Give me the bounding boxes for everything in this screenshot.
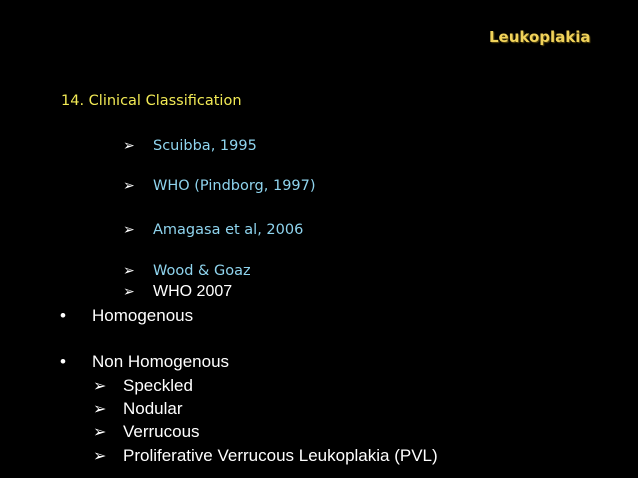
- arrow-bullet-icon: ➢: [123, 284, 135, 300]
- classification-item: [123, 138, 257, 154]
- arrow-bullet-icon: ➢: [123, 178, 135, 194]
- arrow-bullet-icon: ➢: [93, 376, 107, 395]
- classification-label: WHO (Pindborg, 1997): [153, 178, 316, 194]
- arrow-bullet-icon: ➢: [123, 222, 135, 238]
- classification-item: [123, 283, 232, 301]
- classification-item: [123, 178, 316, 194]
- arrow-bullet-icon: ➢: [93, 422, 107, 441]
- type-label: Nodular: [123, 399, 183, 418]
- bullet-icon: •: [60, 306, 66, 325]
- classification-label: WHO 2007: [153, 283, 233, 300]
- classification-label: Scuibba, 1995: [153, 138, 257, 154]
- type-item: [93, 376, 193, 396]
- bullet-item: [60, 306, 193, 326]
- bullet-label: Homogenous: [92, 306, 194, 325]
- classification-label: Wood & Goaz: [153, 263, 251, 279]
- section-heading: 14. Clinical Classification: [61, 93, 242, 109]
- classification-label: Amagasa et al, 2006: [153, 222, 304, 238]
- arrow-bullet-icon: ➢: [123, 263, 135, 279]
- bullet-label: Non Homogenous: [92, 352, 230, 371]
- type-label: Proliferative Verrucous Leukoplakia (PVL): [123, 446, 438, 465]
- type-label: Verrucous: [123, 422, 200, 441]
- type-label: Speckled: [123, 376, 193, 395]
- bullet-icon: •: [60, 352, 66, 371]
- bullet-item: [60, 352, 229, 372]
- type-item: [93, 422, 200, 442]
- type-item: [93, 399, 183, 419]
- classification-item: [123, 263, 251, 279]
- classification-item: [123, 222, 303, 238]
- type-item: [93, 446, 438, 466]
- arrow-bullet-icon: ➢: [93, 446, 107, 465]
- arrow-bullet-icon: ➢: [93, 399, 107, 418]
- slide-title: Leukoplakia: [489, 28, 591, 46]
- arrow-bullet-icon: ➢: [123, 138, 135, 154]
